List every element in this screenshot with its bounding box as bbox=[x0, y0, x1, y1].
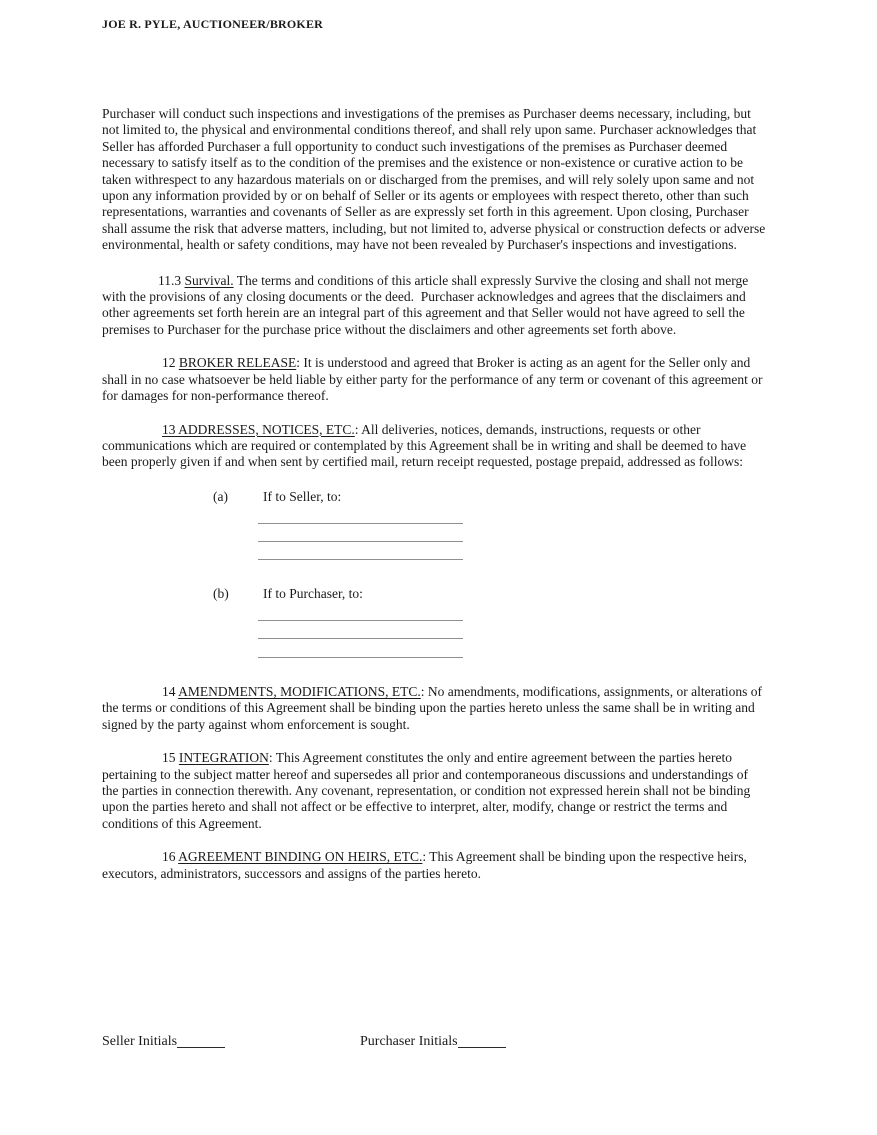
address-heading-seller: If to Seller, to: bbox=[263, 488, 342, 504]
section-broker-release bbox=[102, 355, 766, 404]
section-body: : This Agreement shall be binding upon the respective heirs, executors, administrators, successors and assigns of the parties hereto. bbox=[102, 849, 747, 881]
section-body: : No amendments, modifications, assignments, or alterations of the terms or conditions of this Agreement shall be binding upon the parties hereto unless the same shall be in writing and signed by the party against whom enforcement is sought. bbox=[102, 683, 762, 732]
section-addresses-notices bbox=[102, 422, 766, 471]
section-body: : It is understood and agreed that Broker is acting as an agent for the Seller only and shall in no case whatsoever be held liable by either party for the performance of any term or covenant of this agreement or for damages for non-performance thereof. bbox=[102, 355, 763, 404]
address-heading-row bbox=[102, 489, 766, 505]
section-amendments bbox=[102, 684, 766, 733]
section-number: 14 bbox=[162, 683, 179, 699]
section-title: Survival. bbox=[184, 272, 234, 288]
purchaser-initials-label: Purchaser Initials bbox=[360, 1034, 458, 1049]
section-title: AGREEMENT BINDING ON HEIRS, ETC. bbox=[178, 849, 423, 865]
seller-initials-label: Seller Initials bbox=[102, 1034, 178, 1049]
address-block-purchaser bbox=[102, 586, 766, 658]
address-heading-purchaser: If to Purchaser, to: bbox=[263, 586, 363, 602]
address-blank-line bbox=[258, 524, 463, 542]
address-blank-line bbox=[258, 621, 463, 639]
section-body: The terms and conditions of this article shall expressly Survive the closing and shall not merge with the provisions of any closing documents or the deed. Purchaser acknowledges and agrees that the disclaimers and other agreements set forth herein are an integral part of this agreement and that Seller would not have agreed to sell the premises to Purchaser for the purchase price without the disclaimers and other agreements set forth above. bbox=[102, 272, 749, 337]
broker-header: JOE R. PYLE, AUCTIONEER/BROKER bbox=[102, 17, 324, 31]
section-binding-on-heirs bbox=[102, 849, 766, 882]
section-integration bbox=[102, 750, 766, 832]
section-title: BROKER RELEASE bbox=[178, 355, 297, 371]
seller-initials-blank-line bbox=[177, 1033, 225, 1048]
address-blank-line bbox=[258, 505, 463, 523]
document-body bbox=[102, 0, 766, 882]
section-title: 13 ADDRESSES, NOTICES, ETC. bbox=[162, 421, 355, 437]
section-survival bbox=[102, 273, 766, 339]
address-block-seller bbox=[102, 489, 766, 561]
seller-initials bbox=[102, 1030, 225, 1050]
section-number: 15 bbox=[162, 750, 179, 766]
purchaser-initials-blank-line bbox=[458, 1033, 506, 1048]
section-number: 11.3 bbox=[158, 272, 185, 288]
inspection-paragraph: Purchaser will conduct such inspections and investigations of the premises as Purchaser deems necessary, including, but not limited to, the physical and environmental conditions thereof, and shall rely upon same. Purchaser acknowledges that Seller has afforded Purchaser a full opportunity to conduct such investigations of the premises as Purchaser deemed necessary to satisfy itself as to the condition of the premises and the existence or non-existence or curative action to be taken withrespect to any hazardous materials on or discharged from the premises, and will rely solely upon same and not upon any information provided by or on behalf of Seller or its agents or employees with respect thereto, other than such representations, warranties and covenants of Seller as are expressly set forth in this agreement. Upon closing, Purchaser shall assume the risk that adverse matters, including, but not limited to, adverse physical or construction defects or adverse environmental, health or safety conditions, may have not been revealed by Purchaser's inspections and investigations. bbox=[102, 106, 766, 253]
section-title: AMENDMENTS, MODIFICATIONS, ETC. bbox=[178, 683, 421, 699]
list-label-a: (a) bbox=[213, 488, 228, 504]
section-title: INTEGRATION bbox=[178, 750, 269, 766]
section-number: 12 bbox=[162, 355, 179, 371]
address-blank-line bbox=[258, 542, 463, 560]
purchaser-initials bbox=[360, 1030, 506, 1050]
section-number: 16 bbox=[162, 849, 179, 865]
address-blank-line bbox=[258, 603, 463, 621]
address-heading-row bbox=[102, 586, 766, 602]
section-body: : All deliveries, notices, demands, instructions, requests or other communications which are required or contemplated by this Agreement shall be in writing and shall be deemed to have been properly given if and when sent by certified mail, return receipt requested, postage prepaid, addressed as follows: bbox=[102, 421, 747, 470]
address-blank-line bbox=[258, 639, 463, 657]
section-body: : This Agreement constitutes the only and entire agreement between the parties hereto pertaining to the subject matter hereof and supersedes all prior and contemporaneous discussions and understandings of the parties in connection therewith. Any covenant, representation, or condition not expressed herein shall not be binding upon the parties hereto and shall not affect or be effective to interpret, alter, modify, change or restrict the terms and conditions of this Agreement. bbox=[102, 750, 751, 831]
list-label-b: (b) bbox=[213, 586, 229, 602]
